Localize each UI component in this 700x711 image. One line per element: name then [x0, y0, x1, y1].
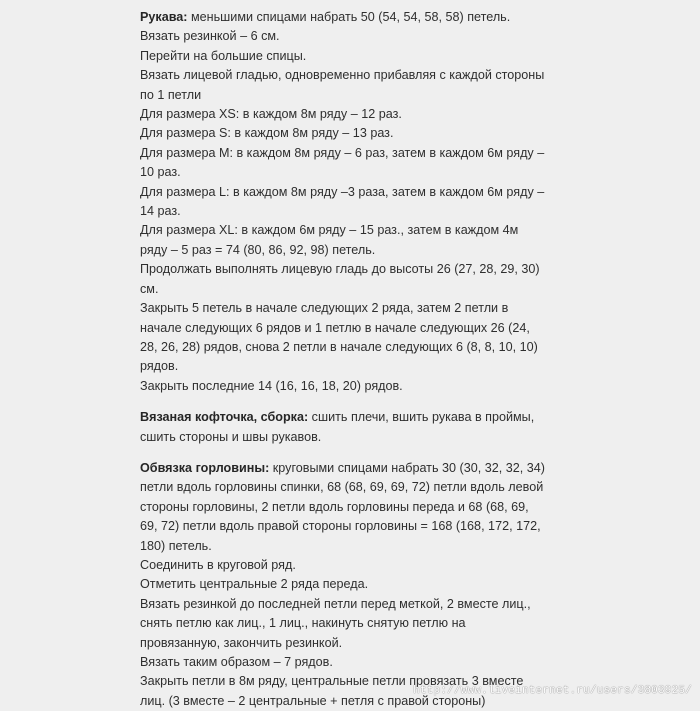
- sleeves-line: см.: [140, 281, 159, 296]
- neckband-line: петли вдоль горловины спинки, 68 (68, 69, 69, 72) петли вдоль левой: [140, 480, 544, 495]
- paragraph-gap: [140, 396, 580, 408]
- sleeves-line: Для размера XL: в каждом 6м ряду – 15 раз., затем в каждом 4м: [140, 223, 519, 238]
- neckband-line: Закрыть петли в 8м ряду, центральные петли провязать 3 вместе: [140, 674, 524, 689]
- neckband-line: Вязать резинкой до последней петли перед меткой, 2 вместе лиц.,: [140, 596, 531, 611]
- neckband-line: Соединить в круговой ряд.: [140, 557, 296, 572]
- sleeves-line: Закрыть последние 14 (16, 16, 18, 20) рядов.: [140, 378, 403, 393]
- sleeves-line-0: Рукава: меньшими спицами набрать 50 (54, 54, 58, 58) петель.: [140, 10, 511, 24]
- sleeves-line: Для размера XS: в каждом 8м ряду – 12 раз.: [140, 107, 402, 122]
- assembly-heading: Вязаная кофточка, сборка:: [140, 410, 309, 425]
- sleeves-line: по 1 петли: [140, 87, 202, 102]
- neckband-line-0: Обвязка горловины: круговыми спицами набрать 30 (30, 32, 32, 34): [140, 460, 545, 475]
- sleeves-line: ряду – 5 раз = 74 (80, 86, 92, 98) петель.: [140, 242, 376, 257]
- neckband-heading: Обвязка горловины:: [140, 460, 270, 475]
- watermark-url: http://www.liveinternet.ru/users/3803925/: [413, 685, 692, 697]
- sleeves-line: Перейти на большие спицы.: [140, 48, 307, 63]
- assembly-line-0: Вязаная кофточка, сборка: сшить плечи, вшить рукава в проймы,: [140, 410, 535, 425]
- neckband-line: 180) петель.: [140, 538, 212, 553]
- sleeves-line: Вязать резинкой – 6 см.: [140, 29, 280, 44]
- sleeves-line: Закрыть 5 петель в начале следующих 2 ряда, затем 2 петли в: [140, 301, 509, 316]
- neckband-line: 69, 72) петли вдоль правой стороны горловины = 168 (168, 172, 172,: [140, 519, 541, 534]
- neckband-line: Вязать таким образом – 7 рядов.: [140, 655, 333, 669]
- sleeves-line: 14 раз.: [140, 204, 181, 219]
- sleeves-line: 28, 26, 28) рядов, снова 2 петли в начале следующих 6 (8, 8, 10, 10): [140, 339, 538, 354]
- neckband-line: лиц. (3 вместе – 2 центральные + петля с правой стороны): [140, 693, 486, 708]
- sleeves-line: Для размера S: в каждом 8м ряду – 13 раз.: [140, 126, 394, 141]
- sleeves-heading: Рукава:: [140, 10, 188, 24]
- neckband-section: [140, 459, 580, 711]
- sleeves-line: Вязать лицевой гладью, одновременно прибавляя с каждой стороны: [140, 68, 545, 83]
- assembly-line: сшить стороны и швы рукавов.: [140, 429, 322, 444]
- sleeves-line: 10 раз.: [140, 165, 181, 180]
- assembly-section: [140, 408, 580, 447]
- sleeves-section: [140, 8, 580, 396]
- neckband-line: провязанную, закончить резинкой.: [140, 635, 343, 650]
- sleeves-line: Для размера M: в каждом 8м ряду – 6 раз, затем в каждом 6м ряду –: [140, 145, 545, 160]
- neckband-line: стороны горловины, 2 петли вдоль горловины переда и 68 (68, 69,: [140, 499, 529, 514]
- paragraph-gap: [140, 447, 580, 459]
- neckband-line: Отметить центральные 2 ряда переда.: [140, 577, 369, 592]
- sleeves-line: Для размера L: в каждом 8м ряду –3 раза, затем в каждом 6м ряду –: [140, 184, 545, 199]
- sleeves-line: начале следующих 6 рядов и 1 петлю в начале следующих 26 (24,: [140, 320, 530, 335]
- sleeves-line: Продолжать выполнять лицевую гладь до высоты 26 (27, 28, 29, 30): [140, 262, 540, 277]
- neckband-line: снять петлю как лиц., 1 лиц., накинуть снятую петлю на: [140, 616, 466, 631]
- document-page: [140, 8, 580, 711]
- sleeves-line: рядов.: [140, 359, 179, 374]
